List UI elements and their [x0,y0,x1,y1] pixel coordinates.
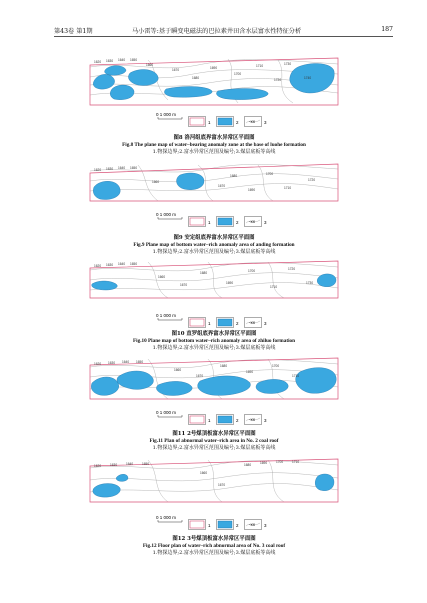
legend-fig12 [88,514,340,536]
contour-label: 1640 [122,360,130,364]
figure-caption-en: Fig.11 Plan of abnormal water–rich area in No. 2 coal roof [149,438,279,444]
legend-contour-sample: -xx [249,417,255,422]
legend-item-3: 3 [264,321,267,326]
contour-label: 1640 [118,262,126,266]
scale-label: 0 1 000 m [156,410,177,415]
contour-label: 1720 [308,178,316,182]
contour-lines [90,460,338,502]
contour-label: 1690 [246,370,254,374]
legend-fig11 [88,409,340,431]
contour-lines [90,164,338,201]
contour-label: 1620 [94,362,102,366]
contour-label: 1620 [94,60,102,64]
contour-label: 1660 [158,275,166,279]
figure-caption-cn: 图10 直罗组底界富水异常区平面图 [171,331,257,337]
header-rule [54,36,393,37]
scale-label: 0 1 000 m [156,313,177,318]
contour-label: 1690 [248,188,256,192]
legend-item-3: 3 [264,418,267,423]
contour-label: 1670 [196,374,204,378]
legend-item-3: 3 [264,220,267,225]
legend-contour-sample: -xx [249,320,255,325]
contour-label: 1710 [284,186,292,190]
legend-item-1: 1 [208,418,211,423]
contour-label: 1630 [108,361,116,365]
contour-label: 1710 [292,460,300,464]
contour-label: 1730 [306,281,314,285]
contour-label: 1680 [200,271,208,275]
contour-label: 1710 [256,64,264,68]
contour-label: 1650 [130,58,138,62]
contour-label: 1690 [226,281,234,285]
contour-label: 1690 [210,66,218,70]
contour-label: 1660 [200,471,208,475]
figure-legend-note: 1.物探边界;2.富水异常区范围及编号;3.煤层底板等高线 [152,249,276,255]
figure-caption-cn: 图12 3号煤顶板富水异常区平面图 [172,536,256,542]
water-rich-zones [93,173,204,200]
figure-caption-en: Fig.10 Plane map of bottom water–rich anomaly area of zhiluo formation [133,338,295,344]
figure-caption-en: Fig.8 The plane map of water–bearing anomaly zone at the base of luohe formation [122,142,306,148]
contour-label: 1620 [94,464,102,468]
contour-label: 1680 [230,174,238,178]
contour-label: 1700 [248,269,256,273]
scale-label: 0 1 000 m [156,515,177,520]
legend-item-2: 2 [236,321,239,326]
figure-caption-cn: 图11 2号煤顶板富水异常区平面图 [172,431,256,437]
scale-label: 0 1 000 m [156,212,177,217]
figure-caption-en: Fig.9 Plane map of bottom water–rich anomaly area of anding formation [133,242,295,248]
contour-label: 1650 [130,262,138,266]
legend-item-2: 2 [236,120,239,125]
contour-label: 1640 [126,462,134,466]
figure-legend-note: 1.物探边界;2.富水异常区范围及编号;3.煤层底板等高线 [152,149,276,155]
contour-label: 1730 [284,62,292,66]
legend-contour-sample: -xx [249,522,255,527]
contour-label: 1630 [106,263,114,267]
scale-label: 0 1 000 m [156,112,177,117]
contour-label: 1650 [130,166,138,170]
contour-labels [94,460,299,487]
running-title: 马小雷等:基于瞬变电磁法的巴拉素井田含水层富水性特征分析 [132,28,302,35]
contour-lines [90,262,338,298]
legend-fig8 [88,111,340,133]
contour-label: 1630 [106,59,114,63]
contour-label: 1710 [270,285,278,289]
contour-label: 1700 [234,72,242,76]
contour-label: 1670 [180,283,188,287]
contour-label: 1660 [174,368,182,372]
contour-label: 1670 [172,68,180,72]
contour-label: 1620 [94,264,102,268]
contour-label: 1680 [220,364,228,368]
geophysical-boundary [90,261,338,298]
contour-label: 1700 [276,460,284,464]
contour-labels [94,262,313,289]
map-fig9 [88,161,340,205]
legend-contour-sample: -xx [249,219,255,224]
map-fig12 [88,456,340,506]
legend-item-3: 3 [264,120,267,125]
figure-caption-cn: 图8 洛河组底界富水异常区平面图 [173,135,255,141]
contour-label: 1650 [136,360,144,364]
contour-label: 1710 [292,374,300,378]
legend-item-2: 2 [236,418,239,423]
contour-label: 1660 [146,63,154,67]
contour-label: 1720 [288,267,296,271]
legend-item-1: 1 [208,321,211,326]
map-fig11 [88,355,340,403]
contour-label: 1640 [118,58,126,62]
legend-item-1: 1 [208,523,211,528]
contour-label: 1660 [152,180,160,184]
contour-label: 1670 [218,184,226,188]
page-number: 187 [381,26,393,33]
legend-item-2: 2 [236,220,239,225]
legend-item-3: 3 [264,523,267,528]
contour-label: 1630 [106,167,114,171]
legend-item-1: 1 [208,220,211,225]
contour-label: 1680 [192,76,200,80]
contour-label: 1700 [272,364,280,368]
legend-item-2: 2 [236,523,239,528]
contour-label: 1630 [110,463,118,467]
water-rich-zones [91,368,336,396]
figure-legend-note: 1.物探边界;2.富水异常区范围及编号;3.煤层底板等高线 [152,345,276,351]
figure-legend-note: 1.物探边界;2.富水异常区范围及编号;3.煤层底板等高线 [152,445,276,451]
legend-contour-sample: -xx [249,119,255,124]
contour-label: 1720 [274,78,282,82]
contour-label: 1680 [244,463,252,467]
map-fig10 [88,258,340,302]
journal-volume: 第43卷 第1期 [54,28,93,35]
figure-caption-en: Fig.12 Floor plan of water–rich abnormal area of No. 3 coal roof [142,543,286,549]
contour-label: 1640 [118,166,126,170]
map-fig8 [88,55,340,107]
figure-legend-note: 1.物探边界;2.富水异常区范围及编号;3.煤层底板等高线 [152,550,276,556]
contour-label: 1650 [142,462,150,466]
legend-item-1: 1 [208,120,211,125]
figure-caption-cn: 图9 安定组底界富水异常区平面图 [173,235,255,241]
contour-label: 1700 [266,172,274,176]
geophysical-boundary [90,164,338,201]
contour-label: 1740 [304,76,312,80]
contour-label: 1670 [218,483,226,487]
contour-label: 1690 [260,461,268,465]
legend-fig9 [88,211,340,233]
contour-label: 1620 [94,168,102,172]
